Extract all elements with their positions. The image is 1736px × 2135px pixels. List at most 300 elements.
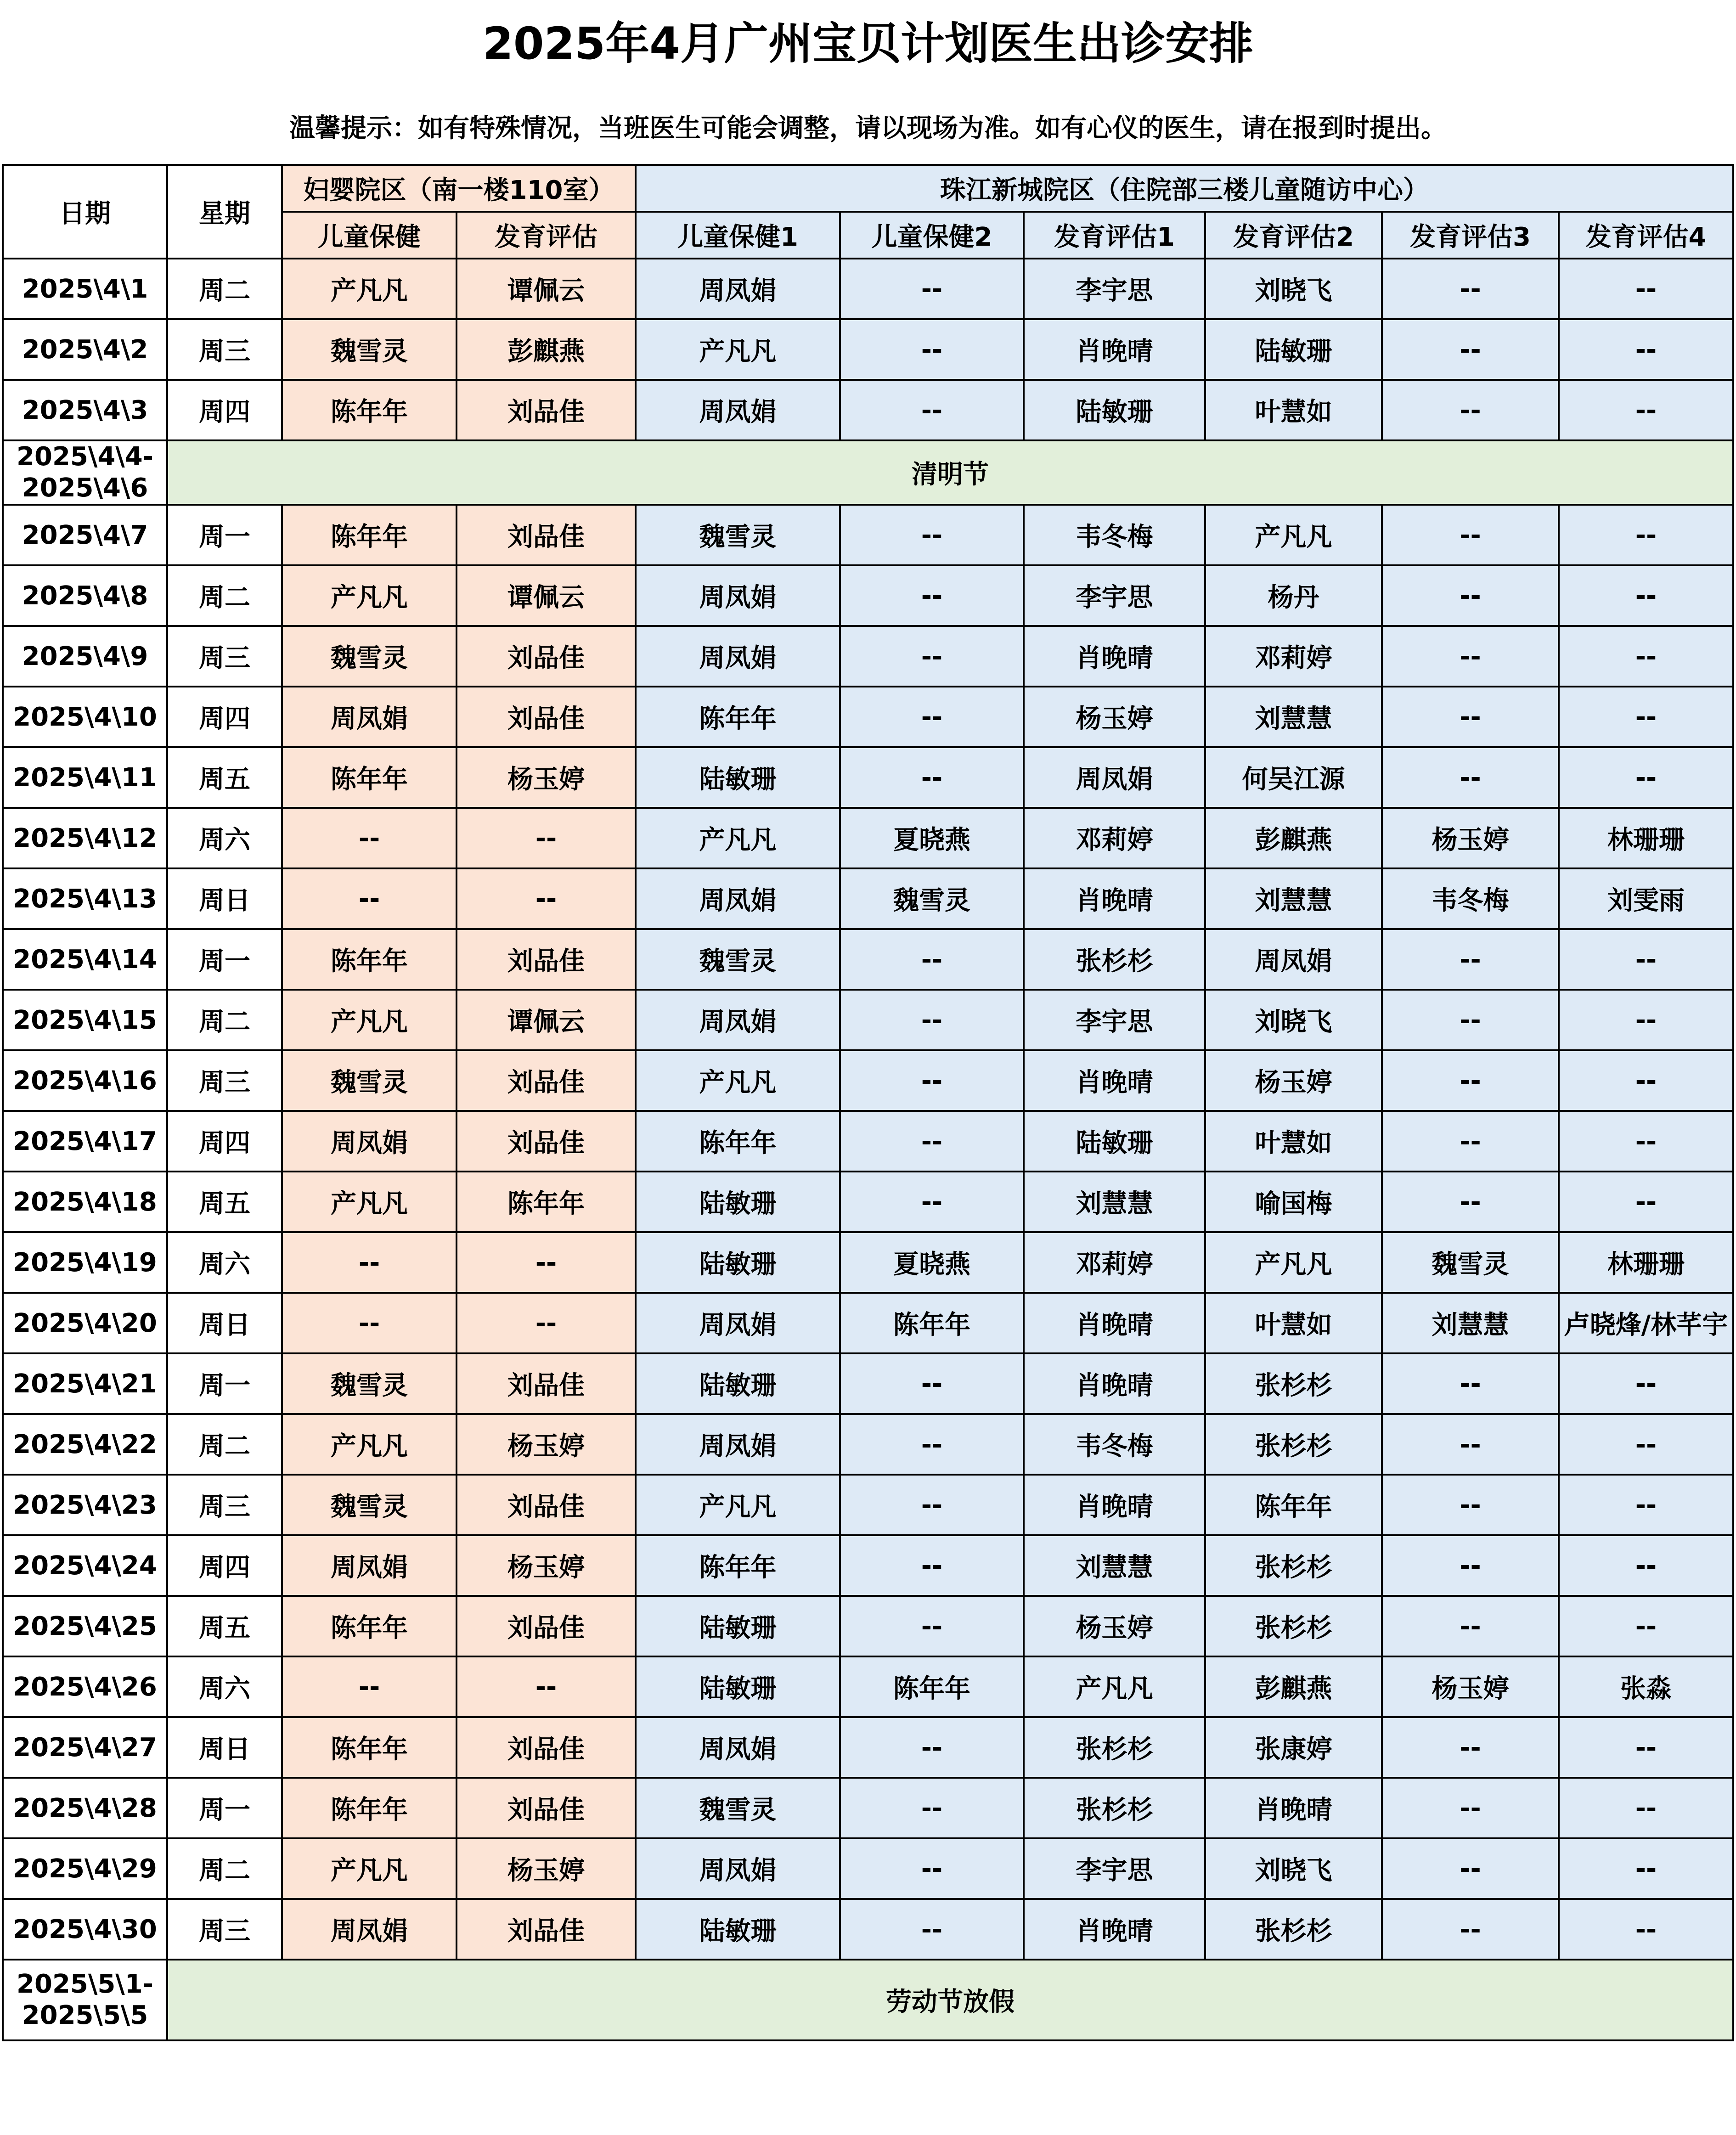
date-cell: 2025\4\9 <box>3 626 167 687</box>
weekday-cell: 周日 <box>167 868 282 929</box>
weekday-cell: 周日 <box>167 1293 282 1353</box>
date-cell: 2025\4\16 <box>3 1050 167 1111</box>
date-cell: 2025\4\10 <box>3 687 167 747</box>
doctor-cell: 陈年年 <box>282 1717 457 1778</box>
header-col: 儿童保健1 <box>636 212 840 259</box>
doctor-cell: 杨玉婷 <box>457 1535 636 1596</box>
doctor-cell: -- <box>840 565 1024 626</box>
doctor-cell: -- <box>1559 1778 1733 1838</box>
doctor-cell: 杨丹 <box>1205 565 1382 626</box>
doctor-cell: 刘品佳 <box>457 1596 636 1656</box>
weekday-cell: 周五 <box>167 1172 282 1232</box>
doctor-cell: 张淼 <box>1559 1656 1733 1717</box>
doctor-cell: 陈年年 <box>840 1293 1024 1353</box>
doctor-cell: 刘品佳 <box>457 1475 636 1535</box>
doctor-cell: 肖晚晴 <box>1024 1050 1205 1111</box>
doctor-cell: 肖晚晴 <box>1024 1293 1205 1353</box>
holiday-label: 清明节 <box>167 440 1733 505</box>
holiday-date-end: 2025\4\6 <box>22 473 148 503</box>
doctor-cell: 产凡凡 <box>282 990 457 1050</box>
doctor-cell: 产凡凡 <box>282 1838 457 1899</box>
doctor-cell: -- <box>840 1535 1024 1596</box>
date-cell: 2025\4\23 <box>3 1475 167 1535</box>
doctor-cell: 杨玉婷 <box>1382 1656 1559 1717</box>
doctor-cell: 卢晓烽/林芊宇 <box>1559 1293 1733 1353</box>
table-row <box>3 1293 1733 1353</box>
doctor-cell: -- <box>840 1353 1024 1414</box>
doctor-cell: 刘品佳 <box>457 505 636 565</box>
weekday-cell: 周一 <box>167 505 282 565</box>
doctor-cell: 李宇思 <box>1024 1838 1205 1899</box>
holiday-row <box>3 440 1733 505</box>
doctor-cell: 夏晓燕 <box>840 808 1024 868</box>
doctor-cell: 陈年年 <box>840 1656 1024 1717</box>
doctor-cell: 林珊珊 <box>1559 1232 1733 1293</box>
date-cell: 2025\4\28 <box>3 1778 167 1838</box>
doctor-cell: 何吴江源 <box>1205 747 1382 808</box>
weekday-cell: 周四 <box>167 1535 282 1596</box>
date-cell: 2025\4\13 <box>3 868 167 929</box>
doctor-cell: 李宇思 <box>1024 565 1205 626</box>
doctor-cell: 魏雪灵 <box>636 505 840 565</box>
table-row <box>3 1535 1733 1596</box>
doctor-cell: -- <box>1382 1838 1559 1899</box>
doctor-cell: -- <box>282 1232 457 1293</box>
doctor-cell: 张杉杉 <box>1205 1596 1382 1656</box>
doctor-cell: 夏晓燕 <box>840 1232 1024 1293</box>
doctor-cell: -- <box>282 808 457 868</box>
doctor-cell: -- <box>840 626 1024 687</box>
date-cell: 2025\4\24 <box>3 1535 167 1596</box>
doctor-cell: 周凤娟 <box>636 380 840 440</box>
doctor-cell: -- <box>1382 319 1559 380</box>
weekday-cell: 周二 <box>167 990 282 1050</box>
doctor-cell: -- <box>457 1656 636 1717</box>
doctor-cell: -- <box>1382 565 1559 626</box>
doctor-cell: -- <box>1559 1899 1733 1960</box>
page-title: 2025年4月广州宝贝计划医生出诊安排 <box>483 18 1253 69</box>
holiday-date-range <box>3 1960 167 2040</box>
weekday-cell: 周一 <box>167 1353 282 1414</box>
doctor-cell: 魏雪灵 <box>282 1050 457 1111</box>
doctor-cell: 陆敏珊 <box>636 1353 840 1414</box>
doctor-cell: 产凡凡 <box>282 1172 457 1232</box>
doctor-cell: 陈年年 <box>457 1172 636 1232</box>
doctor-cell: 产凡凡 <box>282 259 457 319</box>
doctor-cell: 周凤娟 <box>636 1717 840 1778</box>
doctor-cell: -- <box>840 1111 1024 1172</box>
date-cell: 2025\4\14 <box>3 929 167 990</box>
table-row <box>3 259 1733 319</box>
doctor-cell: 刘品佳 <box>457 1353 636 1414</box>
doctor-cell: 周凤娟 <box>636 259 840 319</box>
doctor-cell: -- <box>1382 505 1559 565</box>
doctor-cell: 肖晚晴 <box>1024 868 1205 929</box>
doctor-cell: -- <box>840 319 1024 380</box>
doctor-cell: 周凤娟 <box>636 1293 840 1353</box>
doctor-cell: -- <box>457 868 636 929</box>
date-cell: 2025\4\19 <box>3 1232 167 1293</box>
doctor-cell: 产凡凡 <box>282 565 457 626</box>
doctor-cell: -- <box>1382 380 1559 440</box>
table-row <box>3 687 1733 747</box>
doctor-cell: 杨玉婷 <box>1024 1596 1205 1656</box>
header-col: 发育评估4 <box>1559 212 1733 259</box>
doctor-cell: -- <box>840 505 1024 565</box>
doctor-cell: 周凤娟 <box>636 868 840 929</box>
table-row <box>3 1111 1733 1172</box>
holiday-label: 劳动节放假 <box>167 1960 1733 2040</box>
doctor-cell: 张康婷 <box>1205 1717 1382 1778</box>
doctor-cell: -- <box>1382 1353 1559 1414</box>
doctor-cell: 肖晚晴 <box>1024 1899 1205 1960</box>
doctor-cell: -- <box>1559 1414 1733 1475</box>
doctor-cell: 刘品佳 <box>457 929 636 990</box>
doctor-cell: 韦冬梅 <box>1024 1414 1205 1475</box>
table-row <box>3 1172 1733 1232</box>
table-row <box>3 565 1733 626</box>
doctor-cell: -- <box>457 1293 636 1353</box>
date-cell: 2025\4\29 <box>3 1838 167 1899</box>
doctor-cell: 刘品佳 <box>457 1050 636 1111</box>
doctor-cell: 刘慧慧 <box>1024 1535 1205 1596</box>
date-cell: 2025\4\20 <box>3 1293 167 1353</box>
table-row <box>3 319 1733 380</box>
doctor-cell: 肖晚晴 <box>1024 1353 1205 1414</box>
doctor-cell: 谭佩云 <box>457 565 636 626</box>
table-row <box>3 1778 1733 1838</box>
doctor-cell: -- <box>1559 1475 1733 1535</box>
doctor-cell: 刘品佳 <box>457 1899 636 1960</box>
doctor-cell: 刘慧慧 <box>1024 1172 1205 1232</box>
table-row <box>3 1050 1733 1111</box>
weekday-cell: 周三 <box>167 1899 282 1960</box>
doctor-cell: -- <box>1382 990 1559 1050</box>
doctor-cell: 周凤娟 <box>1024 747 1205 808</box>
doctor-cell: 刘慧慧 <box>1205 687 1382 747</box>
table-row <box>3 380 1733 440</box>
doctor-cell: -- <box>840 990 1024 1050</box>
doctor-cell: 陆敏珊 <box>636 1232 840 1293</box>
table-row <box>3 1475 1733 1535</box>
doctor-cell: -- <box>1559 1172 1733 1232</box>
doctor-cell: -- <box>1382 1717 1559 1778</box>
date-cell: 2025\4\3 <box>3 380 167 440</box>
weekday-cell: 周二 <box>167 565 282 626</box>
doctor-cell: 陆敏珊 <box>636 747 840 808</box>
doctor-cell: -- <box>840 747 1024 808</box>
doctor-cell: -- <box>1382 259 1559 319</box>
table-row <box>3 1838 1733 1899</box>
doctor-cell: -- <box>1382 929 1559 990</box>
doctor-cell: -- <box>1382 1414 1559 1475</box>
doctor-cell: -- <box>1382 747 1559 808</box>
doctor-cell: 产凡凡 <box>636 1475 840 1535</box>
doctor-cell: 彭麒燕 <box>457 319 636 380</box>
doctor-cell: 陆敏珊 <box>636 1899 840 1960</box>
doctor-cell: 刘晓飞 <box>1205 259 1382 319</box>
doctor-cell: 产凡凡 <box>1205 505 1382 565</box>
weekday-cell: 周二 <box>167 1838 282 1899</box>
doctor-cell: 产凡凡 <box>636 319 840 380</box>
doctor-cell: 魏雪灵 <box>636 1778 840 1838</box>
doctor-cell: -- <box>840 1172 1024 1232</box>
weekday-cell: 周五 <box>167 1596 282 1656</box>
doctor-cell: -- <box>1382 1475 1559 1535</box>
doctor-cell: 刘品佳 <box>457 687 636 747</box>
doctor-cell: 肖晚晴 <box>1024 319 1205 380</box>
doctor-cell: 刘慧慧 <box>1205 868 1382 929</box>
date-cell: 2025\4\17 <box>3 1111 167 1172</box>
doctor-cell: 陈年年 <box>282 380 457 440</box>
doctor-cell: 刘雯雨 <box>1559 868 1733 929</box>
doctor-cell: 陈年年 <box>282 505 457 565</box>
weekday-cell: 周三 <box>167 1050 282 1111</box>
date-cell: 2025\4\27 <box>3 1717 167 1778</box>
doctor-cell: 肖晚晴 <box>1205 1778 1382 1838</box>
table-row <box>3 990 1733 1050</box>
doctor-cell: 张杉杉 <box>1205 1353 1382 1414</box>
header-campus-fuying: 妇婴院区（南一楼110室） <box>282 165 636 212</box>
weekday-cell: 周六 <box>167 1656 282 1717</box>
doctor-cell: -- <box>840 1596 1024 1656</box>
header-col: 发育评估3 <box>1382 212 1559 259</box>
doctor-cell: -- <box>1559 747 1733 808</box>
doctor-cell: -- <box>282 868 457 929</box>
doctor-cell: 杨玉婷 <box>1205 1050 1382 1111</box>
weekday-cell: 周四 <box>167 380 282 440</box>
table-row <box>3 1596 1733 1656</box>
date-cell: 2025\4\25 <box>3 1596 167 1656</box>
doctor-cell: -- <box>1382 1899 1559 1960</box>
doctor-cell: -- <box>282 1656 457 1717</box>
date-cell: 2025\4\18 <box>3 1172 167 1232</box>
doctor-cell: -- <box>840 1899 1024 1960</box>
doctor-cell: 刘品佳 <box>457 1778 636 1838</box>
doctor-cell: 刘晓飞 <box>1205 990 1382 1050</box>
doctor-cell: 周凤娟 <box>636 1838 840 1899</box>
doctor-cell: -- <box>1559 1838 1733 1899</box>
weekday-cell: 周一 <box>167 929 282 990</box>
doctor-cell: 产凡凡 <box>636 808 840 868</box>
doctor-cell: 叶慧如 <box>1205 1293 1382 1353</box>
doctor-cell: -- <box>1559 505 1733 565</box>
doctor-cell: -- <box>1559 1717 1733 1778</box>
doctor-cell: -- <box>457 808 636 868</box>
doctor-cell: 陆敏珊 <box>636 1172 840 1232</box>
doctor-cell: 周凤娟 <box>282 1111 457 1172</box>
doctor-cell: 彭麒燕 <box>1205 1656 1382 1717</box>
doctor-cell: 杨玉婷 <box>1024 687 1205 747</box>
doctor-cell: -- <box>1559 626 1733 687</box>
doctor-cell: -- <box>282 1293 457 1353</box>
doctor-cell: -- <box>1559 1353 1733 1414</box>
weekday-cell: 周三 <box>167 1475 282 1535</box>
doctor-cell: 张杉杉 <box>1205 1414 1382 1475</box>
doctor-cell: -- <box>840 380 1024 440</box>
doctor-cell: 韦冬梅 <box>1382 868 1559 929</box>
doctor-cell: -- <box>1559 1535 1733 1596</box>
doctor-cell: 陆敏珊 <box>1024 380 1205 440</box>
doctor-cell: 陈年年 <box>282 1596 457 1656</box>
table-row <box>3 1353 1733 1414</box>
date-cell: 2025\4\15 <box>3 990 167 1050</box>
holiday-date-end: 2025\5\5 <box>22 2000 148 2030</box>
doctor-cell: -- <box>1559 687 1733 747</box>
doctor-cell: 陆敏珊 <box>1205 319 1382 380</box>
doctor-cell: -- <box>1559 565 1733 626</box>
weekday-cell: 周四 <box>167 687 282 747</box>
doctor-cell: 刘品佳 <box>457 380 636 440</box>
header-col: 儿童保健 <box>282 212 457 259</box>
date-cell: 2025\4\21 <box>3 1353 167 1414</box>
doctor-cell: 陈年年 <box>1205 1475 1382 1535</box>
doctor-cell: -- <box>840 687 1024 747</box>
doctor-cell: 杨玉婷 <box>457 1838 636 1899</box>
doctor-cell: -- <box>1559 1111 1733 1172</box>
doctor-cell: 陈年年 <box>636 1111 840 1172</box>
doctor-cell: 李宇思 <box>1024 990 1205 1050</box>
doctor-cell: 陆敏珊 <box>636 1656 840 1717</box>
weekday-cell: 周三 <box>167 626 282 687</box>
weekday-cell: 周三 <box>167 319 282 380</box>
date-cell: 2025\4\26 <box>3 1656 167 1717</box>
date-cell: 2025\4\12 <box>3 808 167 868</box>
holiday-row <box>3 1960 1733 2040</box>
weekday-cell: 周六 <box>167 808 282 868</box>
weekday-cell: 周二 <box>167 1414 282 1475</box>
doctor-cell: -- <box>840 1778 1024 1838</box>
doctor-cell: -- <box>1382 1535 1559 1596</box>
doctor-cell: -- <box>1559 990 1733 1050</box>
doctor-cell: 魏雪灵 <box>636 929 840 990</box>
doctor-cell: -- <box>1382 1111 1559 1172</box>
doctor-cell: -- <box>1382 1172 1559 1232</box>
weekday-cell: 周六 <box>167 1232 282 1293</box>
schedule-table <box>2 164 1734 2041</box>
doctor-cell: 彭麒燕 <box>1205 808 1382 868</box>
doctor-cell: -- <box>840 259 1024 319</box>
holiday-date-range <box>3 440 167 505</box>
doctor-cell: 李宇思 <box>1024 259 1205 319</box>
table-row <box>3 808 1733 868</box>
doctor-cell: 刘晓飞 <box>1205 1838 1382 1899</box>
doctor-cell: 刘品佳 <box>457 626 636 687</box>
header-col: 发育评估2 <box>1205 212 1382 259</box>
doctor-cell: 杨玉婷 <box>457 747 636 808</box>
date-cell: 2025\4\22 <box>3 1414 167 1475</box>
table-row <box>3 929 1733 990</box>
notice-text: 温馨提示：如有特殊情况，当班医生可能会调整，请以现场为准。如有心仪的医生，请在报到时提出。 <box>289 113 1447 143</box>
doctor-cell: 周凤娟 <box>636 565 840 626</box>
doctor-cell: 叶慧如 <box>1205 380 1382 440</box>
table-row <box>3 1232 1733 1293</box>
doctor-cell: 叶慧如 <box>1205 1111 1382 1172</box>
doctor-cell: 周凤娟 <box>282 1899 457 1960</box>
doctor-cell: 邓莉婷 <box>1024 808 1205 868</box>
header-row-campus <box>3 165 1733 212</box>
doctor-cell: 周凤娟 <box>282 687 457 747</box>
doctor-cell: 魏雪灵 <box>282 626 457 687</box>
doctor-cell: -- <box>1382 687 1559 747</box>
doctor-cell: 产凡凡 <box>636 1050 840 1111</box>
header-date: 日期 <box>3 165 167 259</box>
doctor-cell: 陈年年 <box>282 929 457 990</box>
table-row <box>3 505 1733 565</box>
doctor-cell: -- <box>840 929 1024 990</box>
doctor-cell: 邓莉婷 <box>1205 626 1382 687</box>
doctor-cell: 杨玉婷 <box>1382 808 1559 868</box>
doctor-cell: -- <box>1382 1778 1559 1838</box>
doctor-cell: 杨玉婷 <box>457 1414 636 1475</box>
doctor-cell: -- <box>840 1717 1024 1778</box>
doctor-cell: 谭佩云 <box>457 259 636 319</box>
doctor-cell: 张杉杉 <box>1205 1535 1382 1596</box>
doctor-cell: 周凤娟 <box>636 626 840 687</box>
doctor-cell: 陈年年 <box>282 747 457 808</box>
table-row <box>3 868 1733 929</box>
doctor-cell: 陈年年 <box>282 1778 457 1838</box>
doctor-cell: 肖晚晴 <box>1024 1475 1205 1535</box>
doctor-cell: -- <box>1382 626 1559 687</box>
doctor-cell: 张杉杉 <box>1024 1778 1205 1838</box>
date-cell: 2025\4\11 <box>3 747 167 808</box>
doctor-cell: 周凤娟 <box>282 1535 457 1596</box>
doctor-cell: 肖晚晴 <box>1024 626 1205 687</box>
date-cell: 2025\4\7 <box>3 505 167 565</box>
table-row <box>3 1656 1733 1717</box>
date-cell: 2025\4\1 <box>3 259 167 319</box>
table-row <box>3 626 1733 687</box>
doctor-cell: 魏雪灵 <box>282 1353 457 1414</box>
table-row <box>3 1414 1733 1475</box>
doctor-cell: 魏雪灵 <box>282 1475 457 1535</box>
doctor-cell: 魏雪灵 <box>282 319 457 380</box>
doctor-cell: 林珊珊 <box>1559 808 1733 868</box>
table-row <box>3 747 1733 808</box>
doctor-cell: -- <box>1559 1596 1733 1656</box>
doctor-cell: 韦冬梅 <box>1024 505 1205 565</box>
doctor-cell: -- <box>840 1475 1024 1535</box>
doctor-cell: 陈年年 <box>636 1535 840 1596</box>
doctor-cell: -- <box>840 1838 1024 1899</box>
table-row <box>3 1899 1733 1960</box>
header-col: 发育评估1 <box>1024 212 1205 259</box>
doctor-cell: -- <box>840 1414 1024 1475</box>
doctor-cell: 周凤娟 <box>636 990 840 1050</box>
doctor-cell: 陆敏珊 <box>636 1596 840 1656</box>
doctor-cell: 魏雪灵 <box>840 868 1024 929</box>
doctor-cell: 陈年年 <box>636 687 840 747</box>
doctor-cell: -- <box>1382 1050 1559 1111</box>
doctor-cell: 张杉杉 <box>1024 1717 1205 1778</box>
weekday-cell: 周四 <box>167 1111 282 1172</box>
doctor-cell: 魏雪灵 <box>1382 1232 1559 1293</box>
doctor-cell: 张杉杉 <box>1024 929 1205 990</box>
doctor-cell: 张杉杉 <box>1205 1899 1382 1960</box>
header-col: 儿童保健2 <box>840 212 1024 259</box>
doctor-cell: 谭佩云 <box>457 990 636 1050</box>
doctor-cell: 陆敏珊 <box>1024 1111 1205 1172</box>
weekday-cell: 周二 <box>167 259 282 319</box>
date-cell: 2025\4\2 <box>3 319 167 380</box>
date-cell: 2025\4\8 <box>3 565 167 626</box>
doctor-cell: 周凤娟 <box>636 1414 840 1475</box>
header-campus-zhujiang: 珠江新城院区（住院部三楼儿童随访中心） <box>636 165 1733 212</box>
doctor-cell: 刘慧慧 <box>1382 1293 1559 1353</box>
header-weekday: 星期 <box>167 165 282 259</box>
doctor-cell: -- <box>1559 929 1733 990</box>
